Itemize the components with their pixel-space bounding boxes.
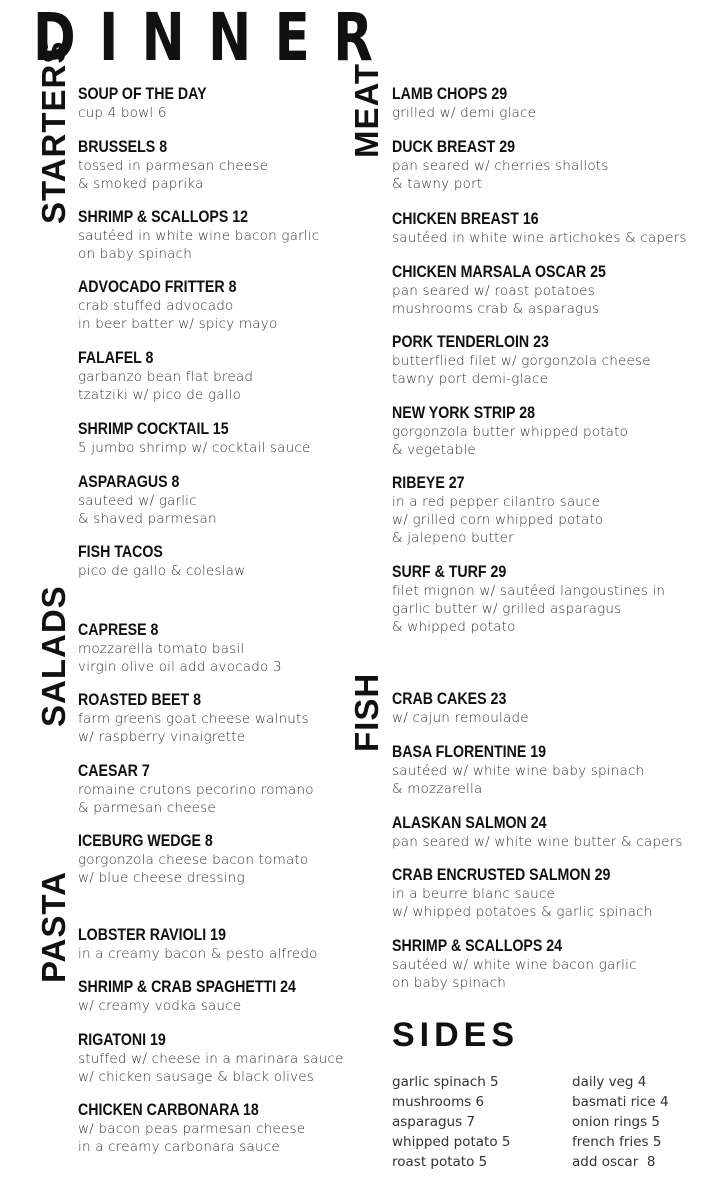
side-item: daily veg 4 [572,1074,647,1090]
item-name: BASA FLORENTINE 19 [392,743,547,761]
menu-item [392,85,536,122]
item-desc: romaine crutons pecorino romano [78,782,314,798]
side-item: add oscar 8 [572,1154,656,1170]
item-desc: in a beurre blanc sauce [392,886,556,902]
item-name: CHICKEN CARBONARA 18 [78,1101,259,1119]
menu-item [392,210,687,247]
item-desc: w/ cajun remoulade [392,710,529,726]
item-desc: tzatziki w/ pico de gallo [78,387,242,403]
item-desc: sautéed w/ white wine baby spinach [392,763,645,779]
item-desc: crab stuffed advocado [78,298,234,314]
item-desc: garlic butter w/ grilled asparagus [392,601,622,617]
item-desc: sauteed w/ garlic [78,493,197,509]
side-item: asparagus 7 [392,1114,476,1130]
menu-item [78,543,245,580]
item-desc: pan seared w/ roast potatoes [392,283,595,299]
item-desc: 5 jumbo shrimp w/ cocktail sauce [78,440,311,456]
item-name: CAESAR 7 [78,762,150,780]
item-desc: & parmesan cheese [78,800,216,816]
item-name: SOUP OF THE DAY [78,85,207,103]
section-label-sides: SIDES [392,1016,520,1054]
item-name: ADVOCADO FRITTER 8 [78,278,237,296]
item-desc: grilled w/ demi glace [392,105,537,121]
section-label-salads: SALADS [35,585,72,727]
item-desc: pico de gallo & coleslaw [78,563,246,579]
item-desc: & shaved parmesan [78,511,217,527]
menu-item [78,978,331,1015]
menu-item [78,1031,343,1086]
menu-item [392,743,644,798]
side-item: french fries 5 [572,1134,662,1150]
item-name: CHICKEN BREAST 16 [392,210,539,228]
item-name: LAMB CHOPS 29 [392,85,508,103]
menu-item [78,138,268,193]
item-name: DUCK BREAST 29 [392,138,516,156]
item-desc: virgin olive oil add avocado 3 [78,659,282,675]
item-desc: on baby spinach [392,975,506,991]
item-desc: stuffed w/ cheese in a marinara sauce [78,1051,344,1067]
menu-item [392,690,529,727]
item-desc: in a red pepper cilantro sauce [392,494,601,510]
side-item: mushrooms 6 [392,1094,485,1110]
menu-item [392,814,683,851]
item-name: SHRIMP COCKTAIL 15 [78,420,229,438]
side-item: roast potato 5 [392,1154,488,1170]
section-label-meat: MEAT [348,62,385,158]
item-name: RIBEYE 27 [392,474,465,492]
item-desc: farm greens goat cheese walnuts [78,711,309,727]
menu-item [392,404,628,459]
side-item: basmati rice 4 [572,1094,669,1110]
item-desc: garbanzo bean flat bread [78,369,254,385]
item-desc: tawny port demi-glace [392,371,549,387]
item-name: CRAB ENCRUSTED SALMON 29 [392,866,611,884]
item-desc: tossed in parmesan cheese [78,158,269,174]
item-name: FISH TACOS [78,543,163,561]
item-name: SHRIMP & SCALLOPS 12 [78,208,249,226]
side-item: whipped potato 5 [392,1134,511,1150]
menu-item [78,473,217,528]
menu-item [392,937,637,992]
menu-item [78,208,319,263]
item-desc: in beer batter w/ spicy mayo [78,316,278,332]
item-desc: mozzarella tomato basil [78,641,245,657]
item-name: SHRIMP & CRAB SPAGHETTI 24 [78,978,296,996]
menu-item [392,474,603,547]
menu-item [392,263,641,318]
item-desc: sautéed in white wine artichokes & capers [392,230,687,246]
item-desc: w/ creamy vodka sauce [78,998,242,1014]
item-name: SHRIMP & SCALLOPS 24 [392,937,563,955]
item-desc: sautéed w/ white wine bacon garlic [392,957,637,973]
item-name: ASPARAGUS 8 [78,473,180,491]
item-desc: on baby spinach [78,246,192,262]
item-name: RIGATONI 19 [78,1031,166,1049]
menu-item [78,691,309,746]
item-name: CAPRESE 8 [78,621,159,639]
section-label-fish: FISH [348,672,385,752]
item-name: CHICKEN MARSALA OSCAR 25 [392,263,606,281]
item-desc: w/ bacon peas parmesan cheese [78,1121,306,1137]
item-desc: & smoked paprika [78,176,204,192]
item-desc: gorgonzola butter whipped potato [392,424,629,440]
item-desc: cup 4 bowl 6 [78,105,167,121]
menu-item [392,563,665,636]
item-desc: & tawny port [392,176,483,192]
menu-item [392,866,652,921]
item-desc: & vegetable [392,442,476,458]
item-name: PORK TENDERLOIN 23 [392,333,549,351]
item-name: ALASKAN SALMON 24 [392,814,547,832]
section-label-starters: STARTERS [35,40,72,224]
menu-item [78,621,282,676]
item-name: SURF & TURF 29 [392,563,507,581]
item-desc: in a creamy carbonara sauce [78,1139,280,1155]
menu-title: DINNER [33,0,397,76]
item-desc: & mozzarella [392,781,483,797]
item-desc: butterflied filet w/ gorgonzola cheese [392,353,651,369]
menu-item [78,926,318,963]
item-name: ROASTED BEET 8 [78,691,202,709]
item-name: BRUSSELS 8 [78,138,168,156]
menu-item [78,832,308,887]
item-name: FALAFEL 8 [78,349,154,367]
item-desc: w/ grilled corn whipped potato [392,512,604,528]
menu-item [392,138,609,193]
item-desc: gorgonzola cheese bacon tomato [78,852,309,868]
menu-item [78,85,227,122]
item-desc: pan seared w/ white wine butter & capers [392,834,683,850]
menu-item [78,420,311,457]
side-item: onion rings 5 [572,1114,661,1130]
menu-item [78,349,253,404]
menu-item [78,1101,305,1156]
item-desc: & whipped potato [392,619,516,635]
item-desc: w/ chicken sausage & black olives [78,1069,315,1085]
item-desc: pan seared w/ cherries shallots [392,158,609,174]
menu-item [392,333,651,388]
item-name: NEW YORK STRIP 28 [392,404,535,422]
section-label-pasta: PASTA [35,871,72,983]
item-desc: w/ whipped potatoes & garlic spinach [392,904,653,920]
item-name: CRAB CAKES 23 [392,690,507,708]
item-desc: filet mignon w/ sautéed langoustines in [392,583,666,599]
item-name: ICEBURG WEDGE 8 [78,832,213,850]
item-desc: w/ raspberry vinaigrette [78,729,246,745]
item-desc: w/ blue cheese dressing [78,870,245,886]
menu-item [78,278,277,333]
side-item: garlic spinach 5 [392,1074,499,1090]
menu-item [78,762,314,817]
item-desc: sautéed in white wine bacon garlic [78,228,320,244]
item-name: LOBSTER RAVIOLI 19 [78,926,226,944]
item-desc: in a creamy bacon & pesto alfredo [78,946,318,962]
item-desc: & jalepeno butter [392,530,514,546]
item-desc: mushrooms crab & asparagus [392,301,600,317]
